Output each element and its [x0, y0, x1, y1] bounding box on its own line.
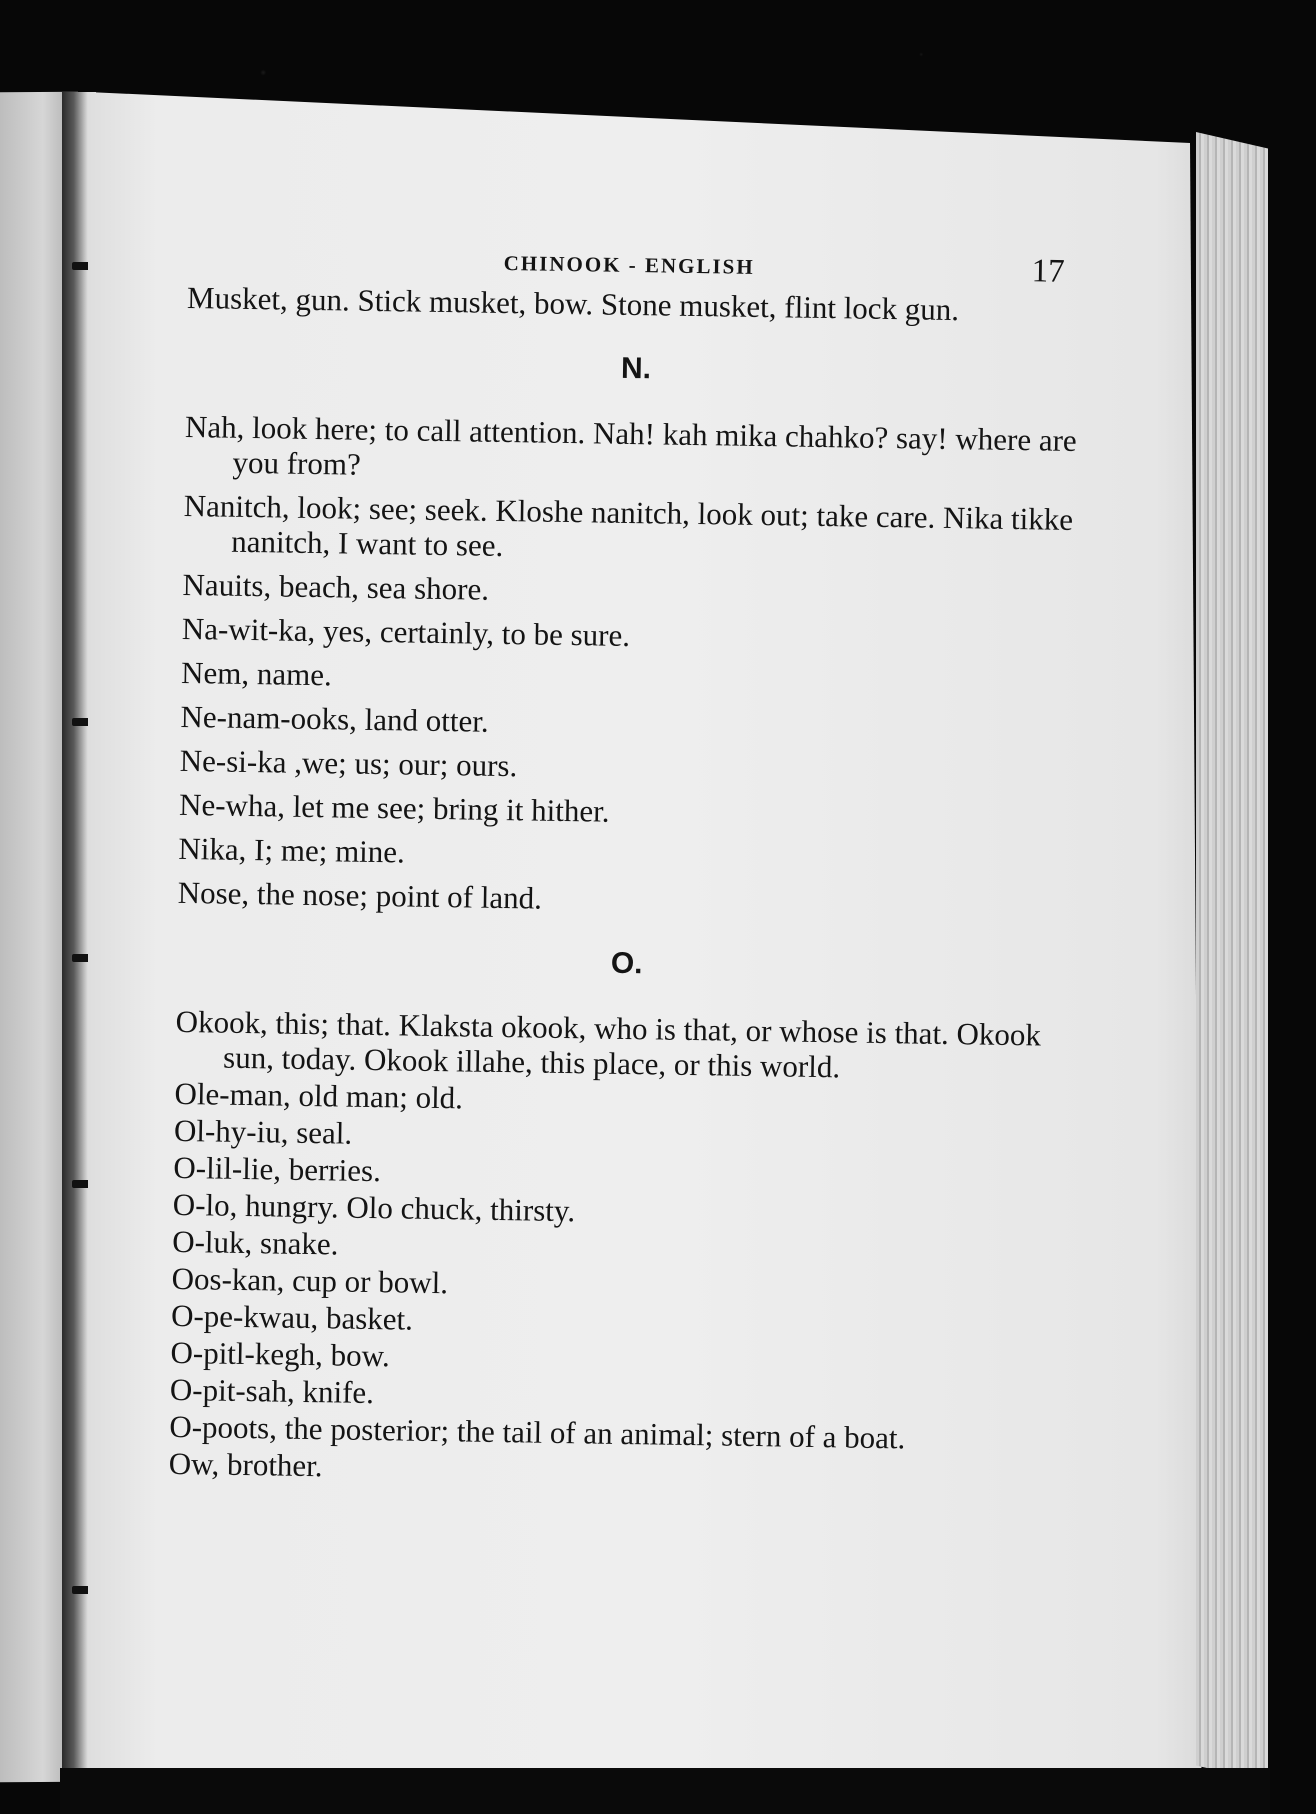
section-letter-o: O.: [610, 946, 643, 981]
dictionary-entry: O-poots, the posterior; the tail of an animal; stern of a boat.: [169, 1408, 906, 1456]
dictionary-entry: Na-wit-ka, yes, certainly, to be sure.: [181, 610, 631, 653]
dictionary-entry: O-lo, hungry. Olo chuck, thirsty.: [172, 1186, 576, 1229]
dictionary-entry: Ole-man, old man; old.: [174, 1075, 464, 1116]
page-content: [169, 240, 1088, 1495]
dictionary-entry: Ne-si-ka ,we; us; our; ours.: [179, 742, 518, 784]
dictionary-entry: O-luk, snake.: [171, 1223, 339, 1262]
dictionary-entry: Nah, look here; to call attention. Nah! kah mika chahko? say! where are you from?: [184, 408, 1077, 482]
dictionary-entry: Oos-kan, cup or bowl.: [171, 1260, 449, 1301]
entries-o: [169, 1004, 1076, 1495]
running-head: CHINOOK - ENGLISH: [503, 250, 755, 279]
dictionary-entry: O-pitl-kegh, bow.: [170, 1334, 391, 1374]
entries-n: [177, 409, 1085, 924]
dictionary-entry: O-lil-lie, berries.: [173, 1149, 382, 1189]
dictionary-entry: Nauits, beach, sea shore.: [182, 566, 490, 607]
page-stack-edge: [1196, 132, 1268, 1782]
dictionary-entry: Nika, I; me; mine.: [178, 830, 406, 870]
continued-entry: Musket, gun. Stick musket, bow. Stone musket, flint lock gun.: [186, 279, 960, 328]
dictionary-entry: Ol-hy-iu, seal.: [173, 1112, 353, 1151]
dictionary-entry: Nem, name.: [180, 654, 333, 693]
page-number: 17: [1031, 253, 1065, 290]
dictionary-entry: O-pe-kwau, basket.: [170, 1297, 414, 1337]
bottom-shadow: [60, 1768, 1270, 1814]
dictionary-entry: Ne-wha, let me see; bring it hither.: [178, 786, 610, 829]
dictionary-entry: O-pit-sah, knife.: [169, 1371, 375, 1411]
dictionary-entry: Ow, brother.: [168, 1445, 323, 1484]
dictionary-entry: Ne-nam-ooks, land otter.: [180, 698, 489, 739]
section-letter-n: N.: [620, 351, 652, 386]
dictionary-entry: Nanitch, look; see; seek. Kloshe nanitch, look out; take care. Nika tikke nanitch, I want to see.: [183, 487, 1074, 563]
dictionary-entry: Okook, this; that. Klaksta okook, who is that, or whose is that. Okook sun, today. Okook illahe, this place, or this world.: [175, 1003, 1042, 1085]
dictionary-entry: Nose, the nose; point of land.: [177, 874, 543, 916]
